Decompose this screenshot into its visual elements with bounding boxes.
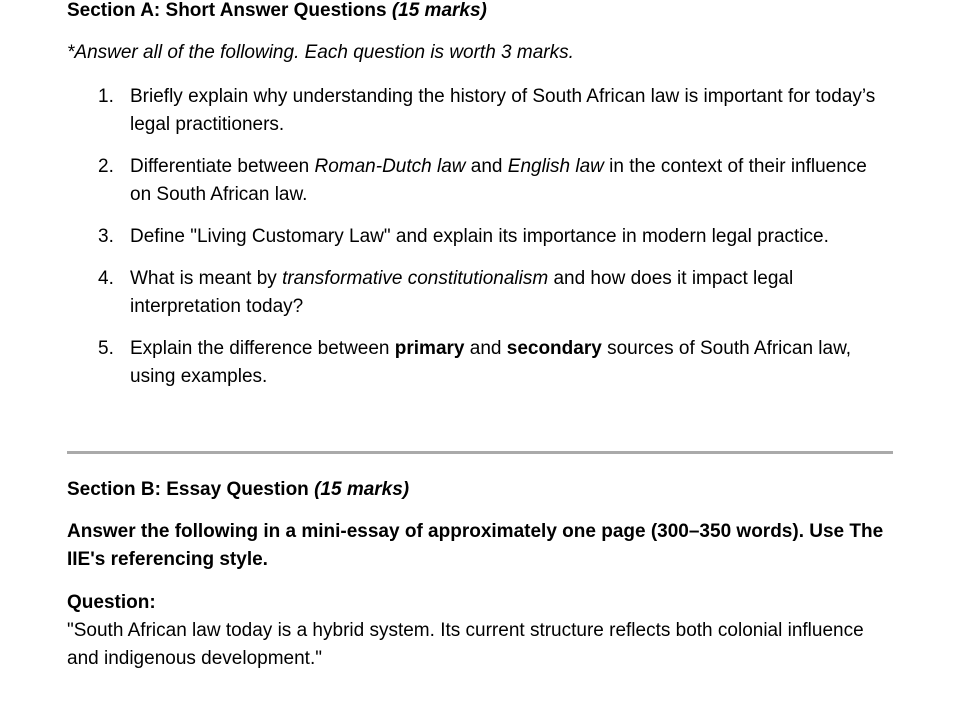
- short-answer-question-list: [67, 83, 893, 405]
- question-number: 1.: [98, 86, 114, 107]
- question-text: and: [465, 156, 508, 177]
- question-text: Differentiate between: [130, 156, 315, 177]
- question-text: and: [464, 338, 507, 359]
- question-text: Briefly explain why understanding the history of South African law is important for today’s legal practitioners.: [130, 86, 876, 135]
- question-strong-secondary: secondary: [506, 338, 602, 359]
- question-number: 2.: [98, 156, 114, 177]
- question-text: What is meant by: [130, 268, 283, 289]
- essay-question-text: "South African law today is a hybrid system. Its current structure reflects both colonial influence and indigenous development.": [67, 620, 864, 669]
- section-a-marks: (15 marks): [391, 0, 487, 21]
- question-text: and how does it impact legal interpretation today?: [130, 268, 794, 317]
- question-item-5: [67, 335, 893, 391]
- section-a-title: Section A: Short Answer Questions: [67, 0, 387, 21]
- section-a-instruction: *Answer all of the following. Each question is worth 3 marks.: [67, 42, 574, 63]
- question-number: 5.: [98, 338, 114, 359]
- section-divider: [67, 451, 893, 454]
- question-emphasis-english-law: English law: [507, 156, 604, 177]
- section-b-marks: (15 marks): [314, 479, 410, 500]
- question-emphasis-transformative-constitutionalism: transformative constitutionalism: [282, 268, 549, 289]
- question-text: in the context of their influence on South African law.: [130, 156, 867, 205]
- section-a-heading: [67, 0, 893, 25]
- question-strong-primary: primary: [394, 338, 465, 359]
- question-text: Explain the difference between: [130, 338, 395, 359]
- section-b-heading: [67, 476, 893, 504]
- question-item-3: [67, 223, 893, 251]
- essay-question-label: Question:: [67, 592, 156, 613]
- question-emphasis-roman-dutch-law: Roman-Dutch law: [314, 156, 466, 177]
- section-b-title: Section B: Essay Question: [67, 479, 309, 500]
- question-number: 4.: [98, 268, 114, 289]
- question-item-1: [67, 83, 893, 139]
- question-text: sources of South African law, using examples.: [130, 338, 852, 387]
- question-item-4: [67, 265, 893, 321]
- section-b-instruction: Answer the following in a mini-essay of approximately one page (300–350 words). Use The IIE's referencing style.: [67, 521, 884, 570]
- question-item-2: [67, 153, 893, 209]
- question-number: 3.: [98, 226, 114, 247]
- question-text: Define "Living Customary Law" and explain its importance in modern legal practice.: [130, 226, 829, 247]
